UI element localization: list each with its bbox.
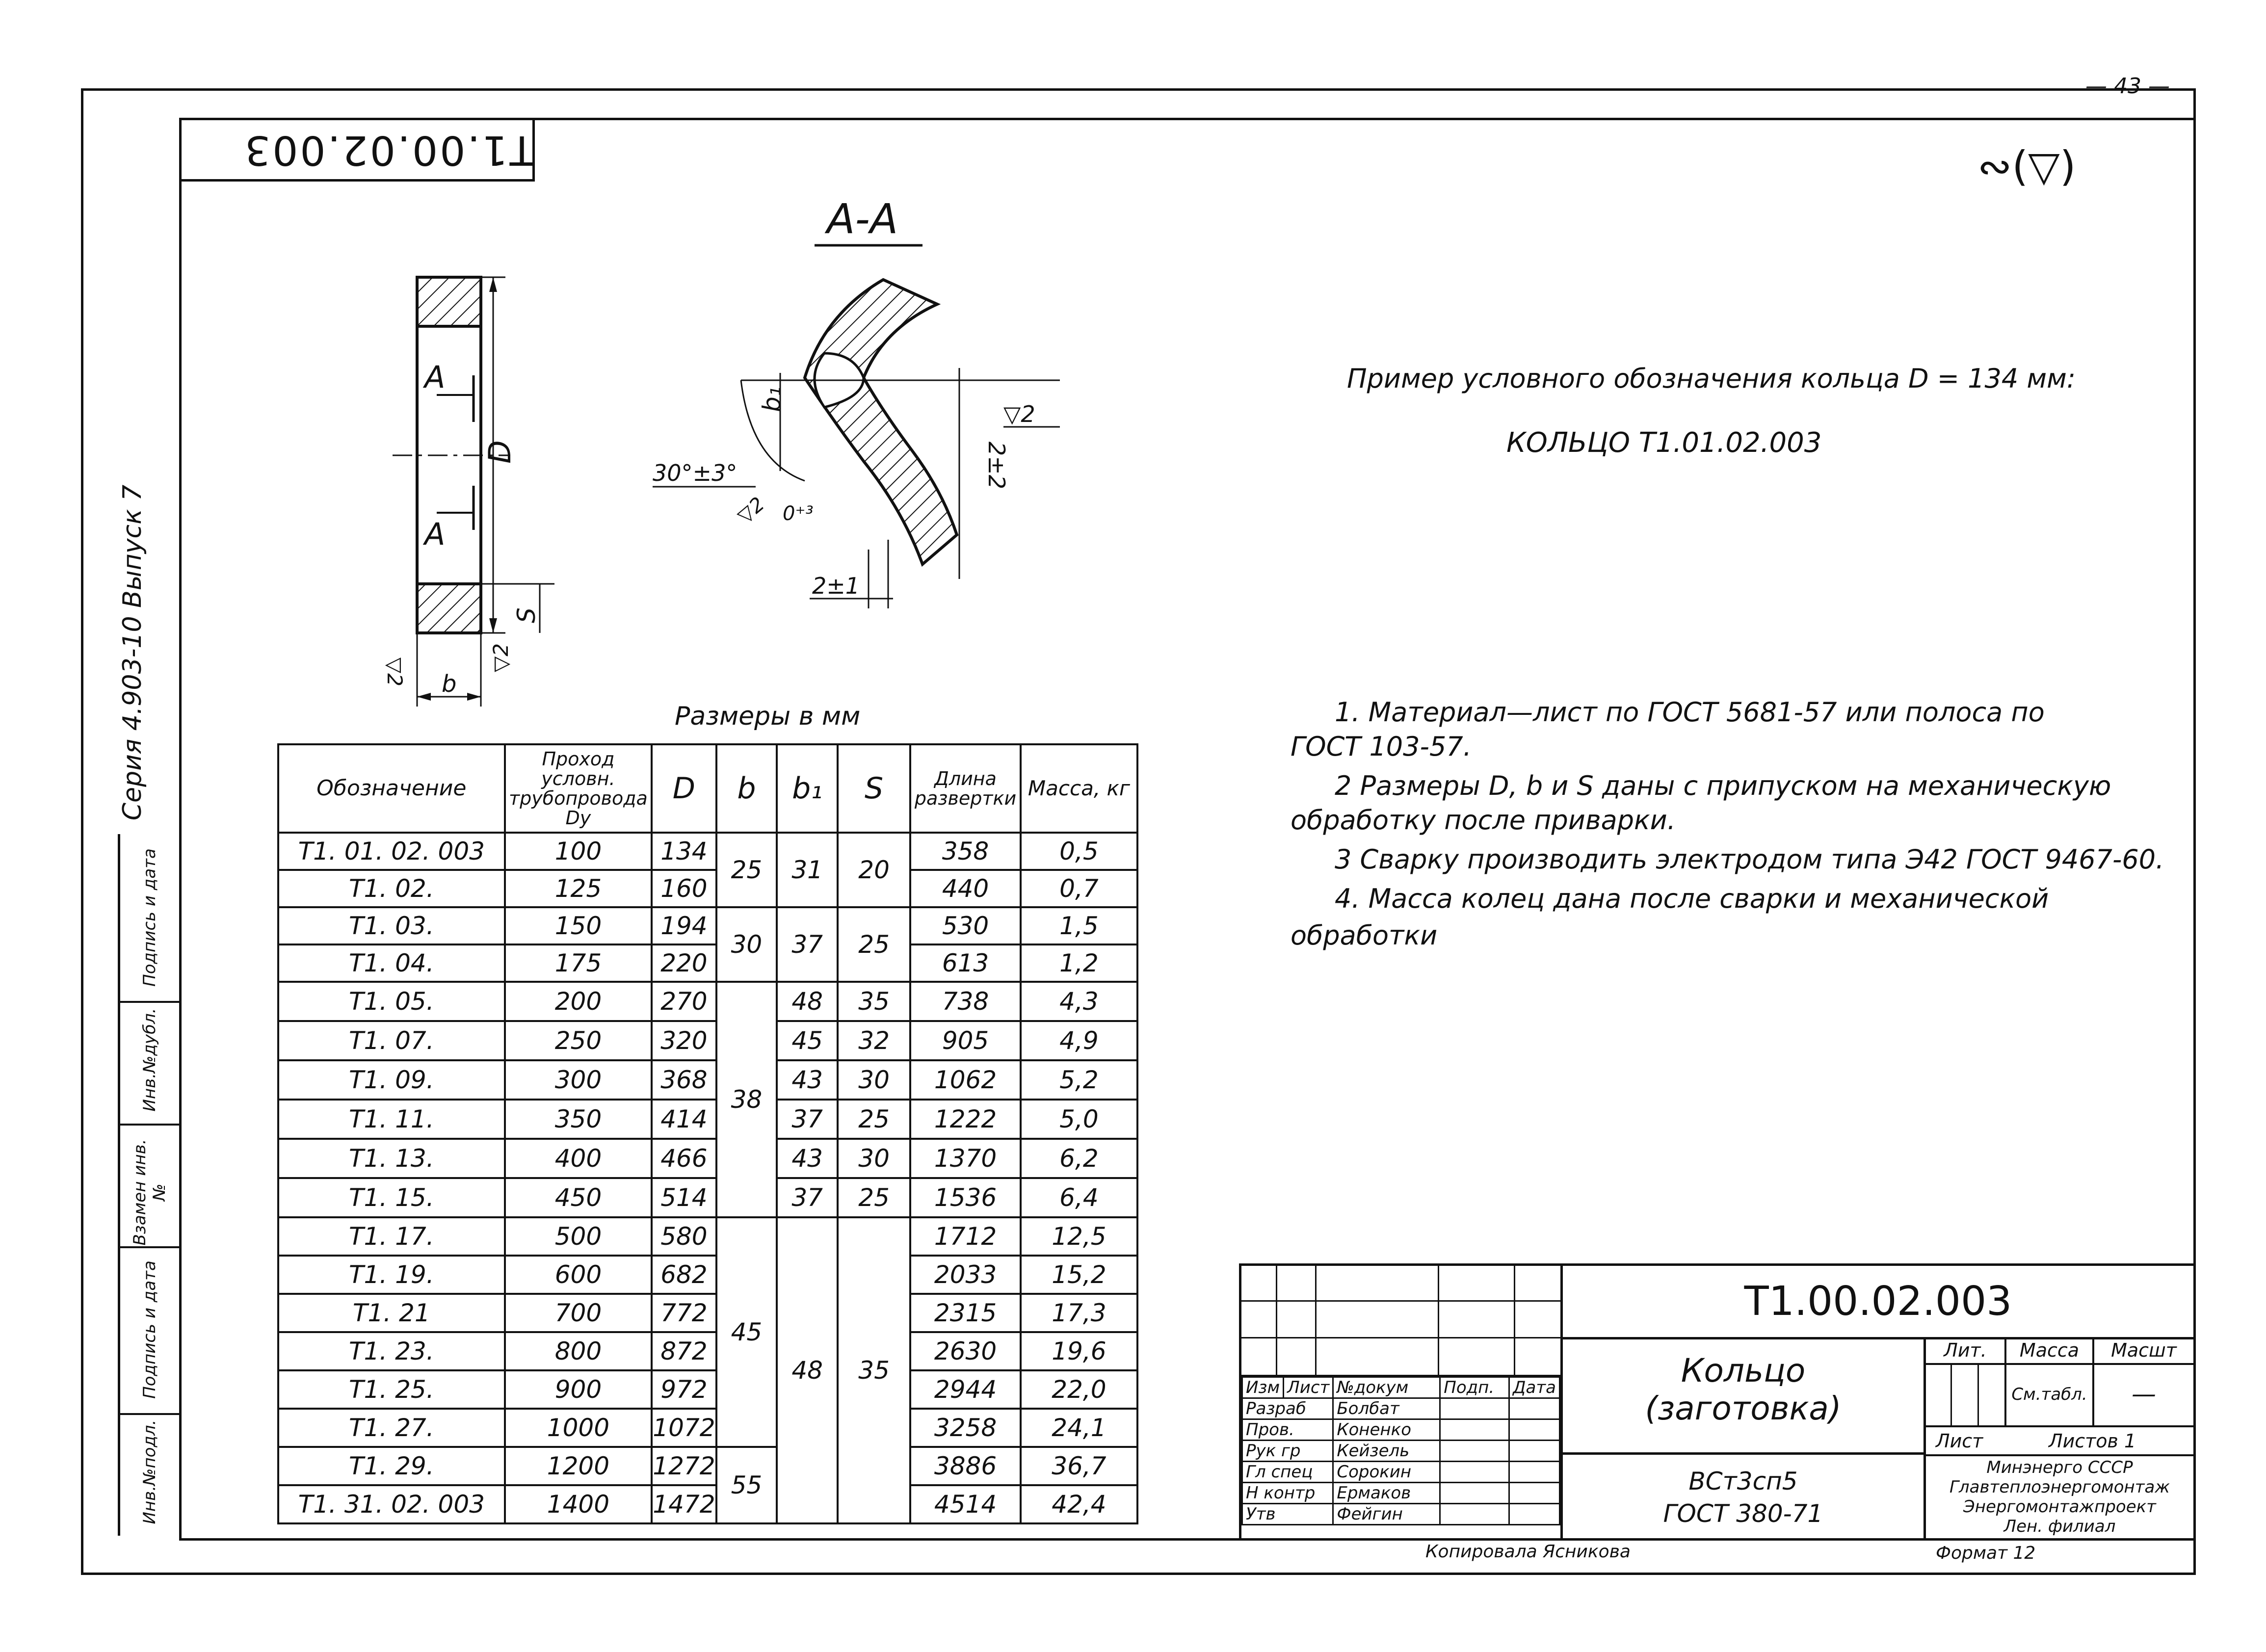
dim-root: 2±2 [983, 442, 1010, 490]
lit-cell [1926, 1339, 2006, 1425]
side-cell-1 [120, 834, 179, 1003]
hdr-sign: Подп. [1440, 1377, 1509, 1398]
material [1563, 1455, 1926, 1538]
table-cell: 972 [652, 1370, 716, 1409]
table-cell: 514 [652, 1178, 716, 1217]
table-cell: 580 [652, 1217, 716, 1256]
table-cell: 6,2 [1021, 1139, 1137, 1178]
table-cell: Т1. 25. [278, 1370, 505, 1409]
person-name: Кейзель [1333, 1441, 1440, 1462]
page-number: — 43 — [2085, 74, 2170, 99]
table-cell: Т1. 03. [278, 907, 505, 944]
table-cell: 400 [505, 1139, 652, 1178]
sheet-row [1926, 1425, 2193, 1456]
table-cell: 1,2 [1021, 944, 1137, 982]
table-cell: 2033 [910, 1256, 1021, 1294]
table-cell: 3258 [910, 1409, 1021, 1447]
table-cell: 32 [838, 1021, 910, 1060]
person-name: Коненко [1333, 1419, 1440, 1441]
section-profile [805, 280, 957, 564]
copied-by: Копировала Ясникова [1425, 1542, 1631, 1562]
section-title: А-А [827, 195, 898, 243]
table-cell: 48 [777, 1217, 838, 1523]
note-4b: обработки [1291, 920, 1438, 951]
table-cell: Т1. 11. [278, 1100, 505, 1139]
table-cell: Т1. 05. [278, 982, 505, 1021]
section-mark-a-top: А [424, 359, 446, 395]
side-field-replace: Взамен инв.№ [130, 1139, 169, 1246]
table-cell: 12,5 [1021, 1217, 1137, 1256]
table-cell: 466 [652, 1139, 716, 1178]
table-cell: Т1. 23. [278, 1332, 505, 1370]
header-b1: b₁ [777, 744, 838, 833]
table-cell: 36,7 [1021, 1447, 1137, 1485]
header-dy: Проход условн. трубопровода Dу [505, 744, 652, 833]
revision-grid [1241, 1266, 1563, 1538]
table-cell: 772 [652, 1294, 716, 1332]
mass-cell [2006, 1339, 2094, 1425]
dim-angle: 30°±3° [653, 460, 738, 486]
table-cell: 160 [652, 870, 716, 907]
table-cell: 250 [505, 1021, 652, 1060]
table-cell: 37 [777, 907, 838, 982]
person-name: Ермаков [1333, 1483, 1440, 1504]
table-cell: 24,1 [1021, 1409, 1137, 1447]
table-cell: 358 [910, 833, 1021, 870]
table-cell: 1000 [505, 1409, 652, 1447]
ring-hatch-bottom [417, 584, 481, 633]
table-cell: 500 [505, 1217, 652, 1256]
table-cell: 194 [652, 907, 716, 944]
person-name: Фейгин [1333, 1504, 1440, 1525]
table-cell: 368 [652, 1060, 716, 1100]
table-cell: 1,5 [1021, 907, 1137, 944]
table-cell: 682 [652, 1256, 716, 1294]
role: Разраб [1242, 1398, 1333, 1419]
table-cell: 4,3 [1021, 982, 1137, 1021]
table-cell: 25 [716, 833, 777, 907]
table-cell: 6,4 [1021, 1178, 1137, 1217]
side-field-dup: Инв.№дубл. [140, 1008, 159, 1112]
person-name: Болбат [1333, 1398, 1440, 1419]
person-name: Сорокин [1333, 1462, 1440, 1483]
signatures-table [1241, 1376, 1560, 1525]
table-cell: Т1. 15. [278, 1178, 505, 1217]
roughness-section: ▽2 [1003, 401, 1035, 427]
title-block [1239, 1263, 2193, 1538]
part-name [1563, 1339, 1926, 1455]
dim-gap: 0⁺³ [783, 502, 814, 525]
table-cell: 37 [777, 1100, 838, 1139]
part-name-line1: Кольцо [1681, 1352, 1806, 1390]
role: Гл спец [1242, 1462, 1333, 1483]
table-cell: Т1. 19. [278, 1256, 505, 1294]
table-cell: 43 [777, 1060, 838, 1100]
side-strip [118, 834, 182, 1536]
table-cell: 905 [910, 1021, 1021, 1060]
hdr-list: Лист [1284, 1377, 1333, 1398]
roughness-right: ▽2 [489, 643, 513, 672]
table-cell: 1222 [910, 1100, 1021, 1139]
table-cell: Т1. 02. [278, 870, 505, 907]
table-cell: 42,4 [1021, 1485, 1137, 1523]
example-designation: КОЛЬЦО Т1.01.02.003 [1506, 427, 1822, 459]
role: Рук гр [1242, 1441, 1333, 1462]
header-d: D [652, 744, 716, 833]
org-line: Главтеплоэнергомонтаж [1949, 1477, 2170, 1497]
table-cell: Т1. 17. [278, 1217, 505, 1256]
table-cell: Т1. 21 [278, 1294, 505, 1332]
table-cell: 0,7 [1021, 870, 1137, 907]
part-name-line2: (заготовка) [1645, 1390, 1842, 1427]
table-cell: 4514 [910, 1485, 1021, 1523]
table-cell: 800 [505, 1332, 652, 1370]
side-cell-5 [120, 1413, 179, 1536]
table-cell: 1536 [910, 1178, 1021, 1217]
role: Н контр [1242, 1483, 1333, 1504]
table-cell: 175 [505, 944, 652, 982]
header-mass: Масса, кг [1021, 744, 1137, 833]
table-cell: 2944 [910, 1370, 1021, 1409]
header-length: Длина развертки [910, 744, 1021, 833]
hdr-doc: №докум [1333, 1377, 1440, 1398]
note-4: 4. Масса колец дана после сварки и механической [1335, 883, 2049, 914]
table-cell: 450 [505, 1178, 652, 1217]
dim-b: b [442, 670, 457, 698]
note-1: 1. Материал—лист по ГОСТ 5681-57 или полоса по [1335, 697, 2045, 728]
table-cell: 300 [505, 1060, 652, 1100]
table-cell: Т1. 01. 02. 003 [278, 833, 505, 870]
hdr-date: Дата [1509, 1377, 1559, 1398]
table-cell: Т1. 09. [278, 1060, 505, 1100]
side-cell-2 [120, 1001, 179, 1126]
sheet-label: Лист [1936, 1430, 1983, 1452]
dimensions-table [277, 743, 1138, 1524]
mass-label: Масса [2006, 1339, 2092, 1365]
note-3: 3 Сварку производить электродом типа Э42 ГОСТ 9467-60. [1335, 844, 2164, 875]
table-cell: 220 [652, 944, 716, 982]
table-cell: 2315 [910, 1294, 1021, 1332]
table-cell: 1072 [652, 1409, 716, 1447]
table-cell: 35 [838, 982, 910, 1021]
format-label: Формат 12 [1936, 1543, 2036, 1563]
side-field-sign-date: Подпись и дата [140, 1260, 159, 1399]
header-designation: Обозначение [278, 744, 505, 833]
material-grade: ВСт3сп5 [1688, 1467, 1798, 1495]
note-2: 2 Размеры D, b и S даны с припуском на механическую [1335, 770, 2111, 801]
table-cell: 270 [652, 982, 716, 1021]
org-line: Энергомонтажпроект [1963, 1497, 2156, 1517]
note-2b: обработку после приварки. [1291, 805, 1676, 836]
table-cell: 30 [838, 1139, 910, 1178]
roughness-angle: ▽2 [733, 493, 769, 528]
table-cell: 0,5 [1021, 833, 1137, 870]
table-cell: 20 [838, 833, 910, 907]
table-cell: Т1. 04. [278, 944, 505, 982]
side-caption: Серия 4.903-10 Выпуск 7 [118, 484, 147, 821]
dim-b1: b₁ [758, 387, 786, 412]
table-cell: 738 [910, 982, 1021, 1021]
table-cell: 530 [910, 907, 1021, 944]
table-cell: 150 [505, 907, 652, 944]
table-cell: 125 [505, 870, 652, 907]
table-cell: 22,0 [1021, 1370, 1137, 1409]
org-line: Минэнерго СССР [1986, 1458, 2133, 1477]
table-cell: 1370 [910, 1139, 1021, 1178]
table-cell: 38 [716, 982, 777, 1217]
org-line: Лен. филиал [2003, 1517, 2116, 1536]
table-cell: 414 [652, 1100, 716, 1139]
table-cell: 5,2 [1021, 1060, 1137, 1100]
table-cell: 31 [777, 833, 838, 907]
dim-s: S [512, 607, 541, 623]
sheets-label: Листов 1 [2049, 1430, 2136, 1452]
table-cell: 45 [777, 1021, 838, 1060]
header-s: S [838, 744, 910, 833]
table-cell: 3886 [910, 1447, 1021, 1485]
table-caption: Размеры в мм [675, 702, 861, 731]
table-cell: 2630 [910, 1332, 1021, 1370]
table-cell: Т1. 29. [278, 1447, 505, 1485]
table-cell: 200 [505, 982, 652, 1021]
table-cell: Т1. 31. 02. 003 [278, 1485, 505, 1523]
organization [1926, 1455, 2193, 1538]
dim-bevel: 2±1 [812, 573, 860, 599]
table-cell: 1712 [910, 1217, 1021, 1256]
table-cell: 19,6 [1021, 1332, 1137, 1370]
side-field-orig: Инв.№подл. [140, 1419, 159, 1524]
header-b: b [716, 744, 777, 833]
table-cell: 43 [777, 1139, 838, 1178]
table-cell: 55 [716, 1447, 777, 1523]
lit-label: Лит. [1926, 1339, 2004, 1365]
table-cell: 320 [652, 1021, 716, 1060]
scale-value: — [2132, 1380, 2156, 1408]
table-cell: 1062 [910, 1060, 1021, 1100]
table-cell: 700 [505, 1294, 652, 1332]
side-cell-3 [120, 1124, 179, 1248]
table-cell: 37 [777, 1178, 838, 1217]
side-cell-4 [120, 1246, 179, 1415]
stamp-code: Т1.00.02.003 [243, 127, 534, 173]
roughness-mark: ∾(▽) [1977, 142, 2076, 190]
table-cell: Т1. 13. [278, 1139, 505, 1178]
table-cell: 1472 [652, 1485, 716, 1523]
table-cell: 30 [716, 907, 777, 982]
roughness-left: ▽2 [383, 657, 407, 687]
ring-hatch-top [417, 277, 481, 326]
example-caption: Пример условного обозначения кольца D = 134 мм: [1347, 363, 2076, 394]
table-cell: 45 [716, 1217, 777, 1447]
scale-label: Масшт [2094, 1339, 2193, 1365]
technical-drawing [373, 186, 1109, 736]
table-cell: 17,3 [1021, 1294, 1137, 1332]
table-cell: 35 [838, 1217, 910, 1523]
table-cell: 15,2 [1021, 1256, 1137, 1294]
table-cell: 25 [838, 1178, 910, 1217]
dim-d: D [482, 440, 518, 464]
table-cell: 1272 [652, 1447, 716, 1485]
role: Пров. [1242, 1419, 1333, 1441]
table-cell: Т1. 27. [278, 1409, 505, 1447]
mass-value: См.табл. [2011, 1385, 2087, 1404]
table-cell: 25 [838, 1100, 910, 1139]
table-cell: 30 [838, 1060, 910, 1100]
stamp-box [179, 118, 535, 182]
table-cell: 900 [505, 1370, 652, 1409]
side-field-sign-date-top: Подпись и дата [140, 848, 159, 987]
table-cell: 48 [777, 982, 838, 1021]
section-mark-a-bottom: А [424, 516, 446, 552]
table-cell: 25 [838, 907, 910, 982]
table-cell: 872 [652, 1332, 716, 1370]
table-cell: 600 [505, 1256, 652, 1294]
hdr-izm: Изм [1242, 1377, 1284, 1398]
table-cell: 4,9 [1021, 1021, 1137, 1060]
drawing-code: Т1.00.02.003 [1563, 1266, 2193, 1339]
scale-cell [2094, 1339, 2193, 1425]
table-cell: 1200 [505, 1447, 652, 1485]
material-standard: ГОСТ 380-71 [1663, 1499, 1823, 1528]
table-cell: Т1. 07. [278, 1021, 505, 1060]
table-cell: 350 [505, 1100, 652, 1139]
table-cell: 100 [505, 833, 652, 870]
table-cell: 440 [910, 870, 1021, 907]
table-cell: 5,0 [1021, 1100, 1137, 1139]
table-cell: 134 [652, 833, 716, 870]
table-cell: 613 [910, 944, 1021, 982]
table-cell: 1400 [505, 1485, 652, 1523]
role: Утв [1242, 1504, 1333, 1525]
note-1b: ГОСТ 103-57. [1291, 731, 1472, 762]
